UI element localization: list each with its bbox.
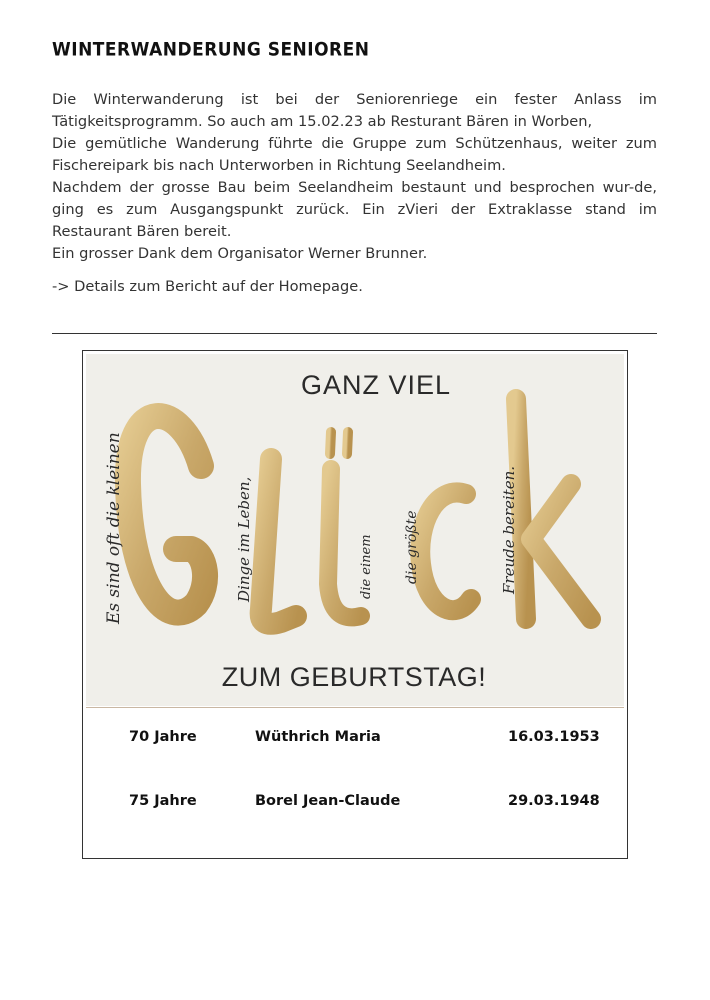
- birthday-row: [83, 793, 629, 813]
- article-body: [52, 89, 657, 265]
- article-title: WINTERWANDERUNG SENIOREN: [52, 39, 370, 61]
- banner-top-text: GANZ VIEL: [300, 370, 452, 400]
- script-phrase: Dinge im Leben,: [235, 476, 253, 602]
- birthday-date: 16.03.1953: [508, 729, 600, 745]
- article-paragraph: Nachdem der grosse Bau beim Seelandheim bestaunt und besprochen wur-de, ging es zum Ausgangspunkt zurück. Ein zVieri der Extraklasse stand im Restaurant Bären bereit.: [52, 179, 657, 240]
- section-divider: [52, 333, 657, 334]
- script-phrase: Freude bereiten.: [500, 465, 518, 594]
- birthday-name: Borel Jean-Claude: [255, 793, 401, 809]
- article-paragraph: Die gemütliche Wanderung führte die Gruppe zum Schützenhaus, weiter zum Fischereipark bis nach Unterworben in Richtung Seelandheim.: [52, 135, 657, 174]
- birthday-name: Wüthrich Maria: [255, 729, 381, 745]
- birthday-age: 75 Jahre: [129, 793, 197, 809]
- birthday-banner-image: [86, 354, 624, 706]
- article-paragraph: Die Winterwanderung ist bei der Seniorenriege ein fester Anlass im Tätigkeitsprogramm. So auch am 15.02.23 ab Resturant Bären in Worben,: [52, 91, 657, 130]
- homepage-link[interactable]: -> Details zum Bericht auf der Homepage.: [52, 278, 363, 295]
- card-separator: [86, 707, 624, 708]
- script-phrase: die einem: [359, 534, 374, 599]
- birthday-date: 29.03.1948: [508, 793, 600, 809]
- article-paragraph: Ein grosser Dank dem Organisator Werner Brunner.: [52, 245, 428, 262]
- birthday-card: [82, 350, 628, 859]
- banner-graphic: [86, 354, 624, 706]
- banner-bottom-text: ZUM GEBURTSTAG!: [221, 662, 487, 692]
- birthday-row: [83, 729, 629, 749]
- birthday-age: 70 Jahre: [129, 729, 197, 745]
- script-phrase: die größte: [404, 510, 420, 584]
- script-phrase: Es sind oft die kleinen: [104, 432, 124, 624]
